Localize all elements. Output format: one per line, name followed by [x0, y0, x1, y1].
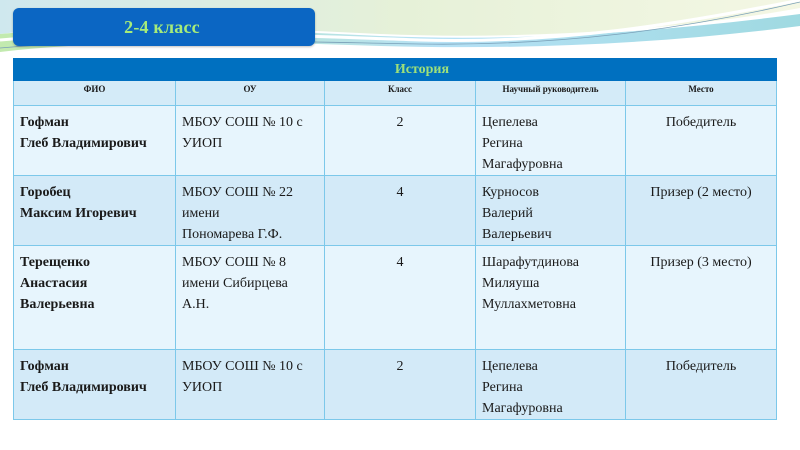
supervisor-line: Валерий	[482, 206, 533, 221]
cell-place: Призер (3 место)	[626, 246, 777, 350]
cell-student-name	[14, 246, 176, 350]
name-line: Глеб Владимирович	[20, 380, 147, 395]
cell-school	[176, 176, 325, 246]
cell-place: Призер (2 место)	[626, 176, 777, 246]
column-header-place: Место	[626, 81, 777, 106]
table-row	[14, 350, 777, 420]
cell-place: Победитель	[626, 106, 777, 176]
cell-grade: 2	[325, 350, 476, 420]
subject-title: История	[14, 59, 777, 81]
school-line: МБОУ СОШ № 22	[182, 185, 294, 200]
cell-supervisor	[476, 176, 626, 246]
slide-title-banner	[13, 8, 315, 46]
name-line: Горобец	[20, 185, 71, 200]
column-header-grade: Класс	[325, 81, 476, 106]
name-line: Гофман	[20, 115, 69, 130]
cell-supervisor	[476, 350, 626, 420]
school-line: МБОУ СОШ № 10 с	[182, 115, 303, 130]
school-line: имени	[182, 206, 220, 221]
school-line: А.Н.	[182, 297, 210, 312]
cell-supervisor	[476, 106, 626, 176]
column-header-row	[14, 81, 777, 106]
supervisor-line: Цепелева	[482, 115, 538, 130]
cell-grade: 4	[325, 246, 476, 350]
school-line: МБОУ СОШ № 8	[182, 255, 287, 270]
cell-school	[176, 106, 325, 176]
supervisor-line: Цепелева	[482, 359, 538, 374]
supervisor-line: Регина	[482, 380, 523, 395]
cell-grade: 2	[325, 106, 476, 176]
name-line: Глеб Владимирович	[20, 136, 147, 151]
name-line: Максим Игоревич	[20, 206, 137, 221]
supervisor-line: Муллахметовна	[482, 297, 576, 312]
supervisor-line: Магафуровна	[482, 401, 563, 416]
table-row	[14, 176, 777, 246]
cell-student-name	[14, 176, 176, 246]
school-line: имени Сибирцева	[182, 276, 288, 291]
cell-grade: 4	[325, 176, 476, 246]
supervisor-line: Регина	[482, 136, 523, 151]
supervisor-line: Курносов	[482, 185, 539, 200]
cell-place: Победитель	[626, 350, 777, 420]
column-header-school: ОУ	[176, 81, 325, 106]
name-line: Терещенко	[20, 255, 90, 270]
cell-supervisor	[476, 246, 626, 350]
supervisor-line: Валерьевич	[482, 227, 552, 242]
school-line: УИОП	[182, 136, 223, 151]
results-table	[13, 58, 777, 420]
cell-student-name	[14, 350, 176, 420]
supervisor-line: Магафуровна	[482, 157, 563, 172]
name-line: Валерьевна	[20, 297, 95, 312]
column-header-supervisor: Научный руководитель	[476, 81, 626, 106]
supervisor-line: Миляуша	[482, 276, 540, 291]
cell-school	[176, 350, 325, 420]
slide-title: 2-4 класс	[124, 16, 200, 37]
school-line: Пономарева Г.Ф.	[182, 227, 283, 242]
supervisor-line: Шарафутдинова	[482, 255, 579, 270]
column-header-fio: ФИО	[14, 81, 176, 106]
table-row	[14, 106, 777, 176]
name-line: Гофман	[20, 359, 69, 374]
cell-school	[176, 246, 325, 350]
school-line: МБОУ СОШ № 10 с	[182, 359, 303, 374]
results-table-container	[13, 58, 776, 420]
cell-student-name	[14, 106, 176, 176]
school-line: УИОП	[182, 380, 223, 395]
table-row	[14, 246, 777, 350]
name-line: Анастасия	[20, 276, 88, 291]
subject-header-row	[14, 59, 777, 81]
